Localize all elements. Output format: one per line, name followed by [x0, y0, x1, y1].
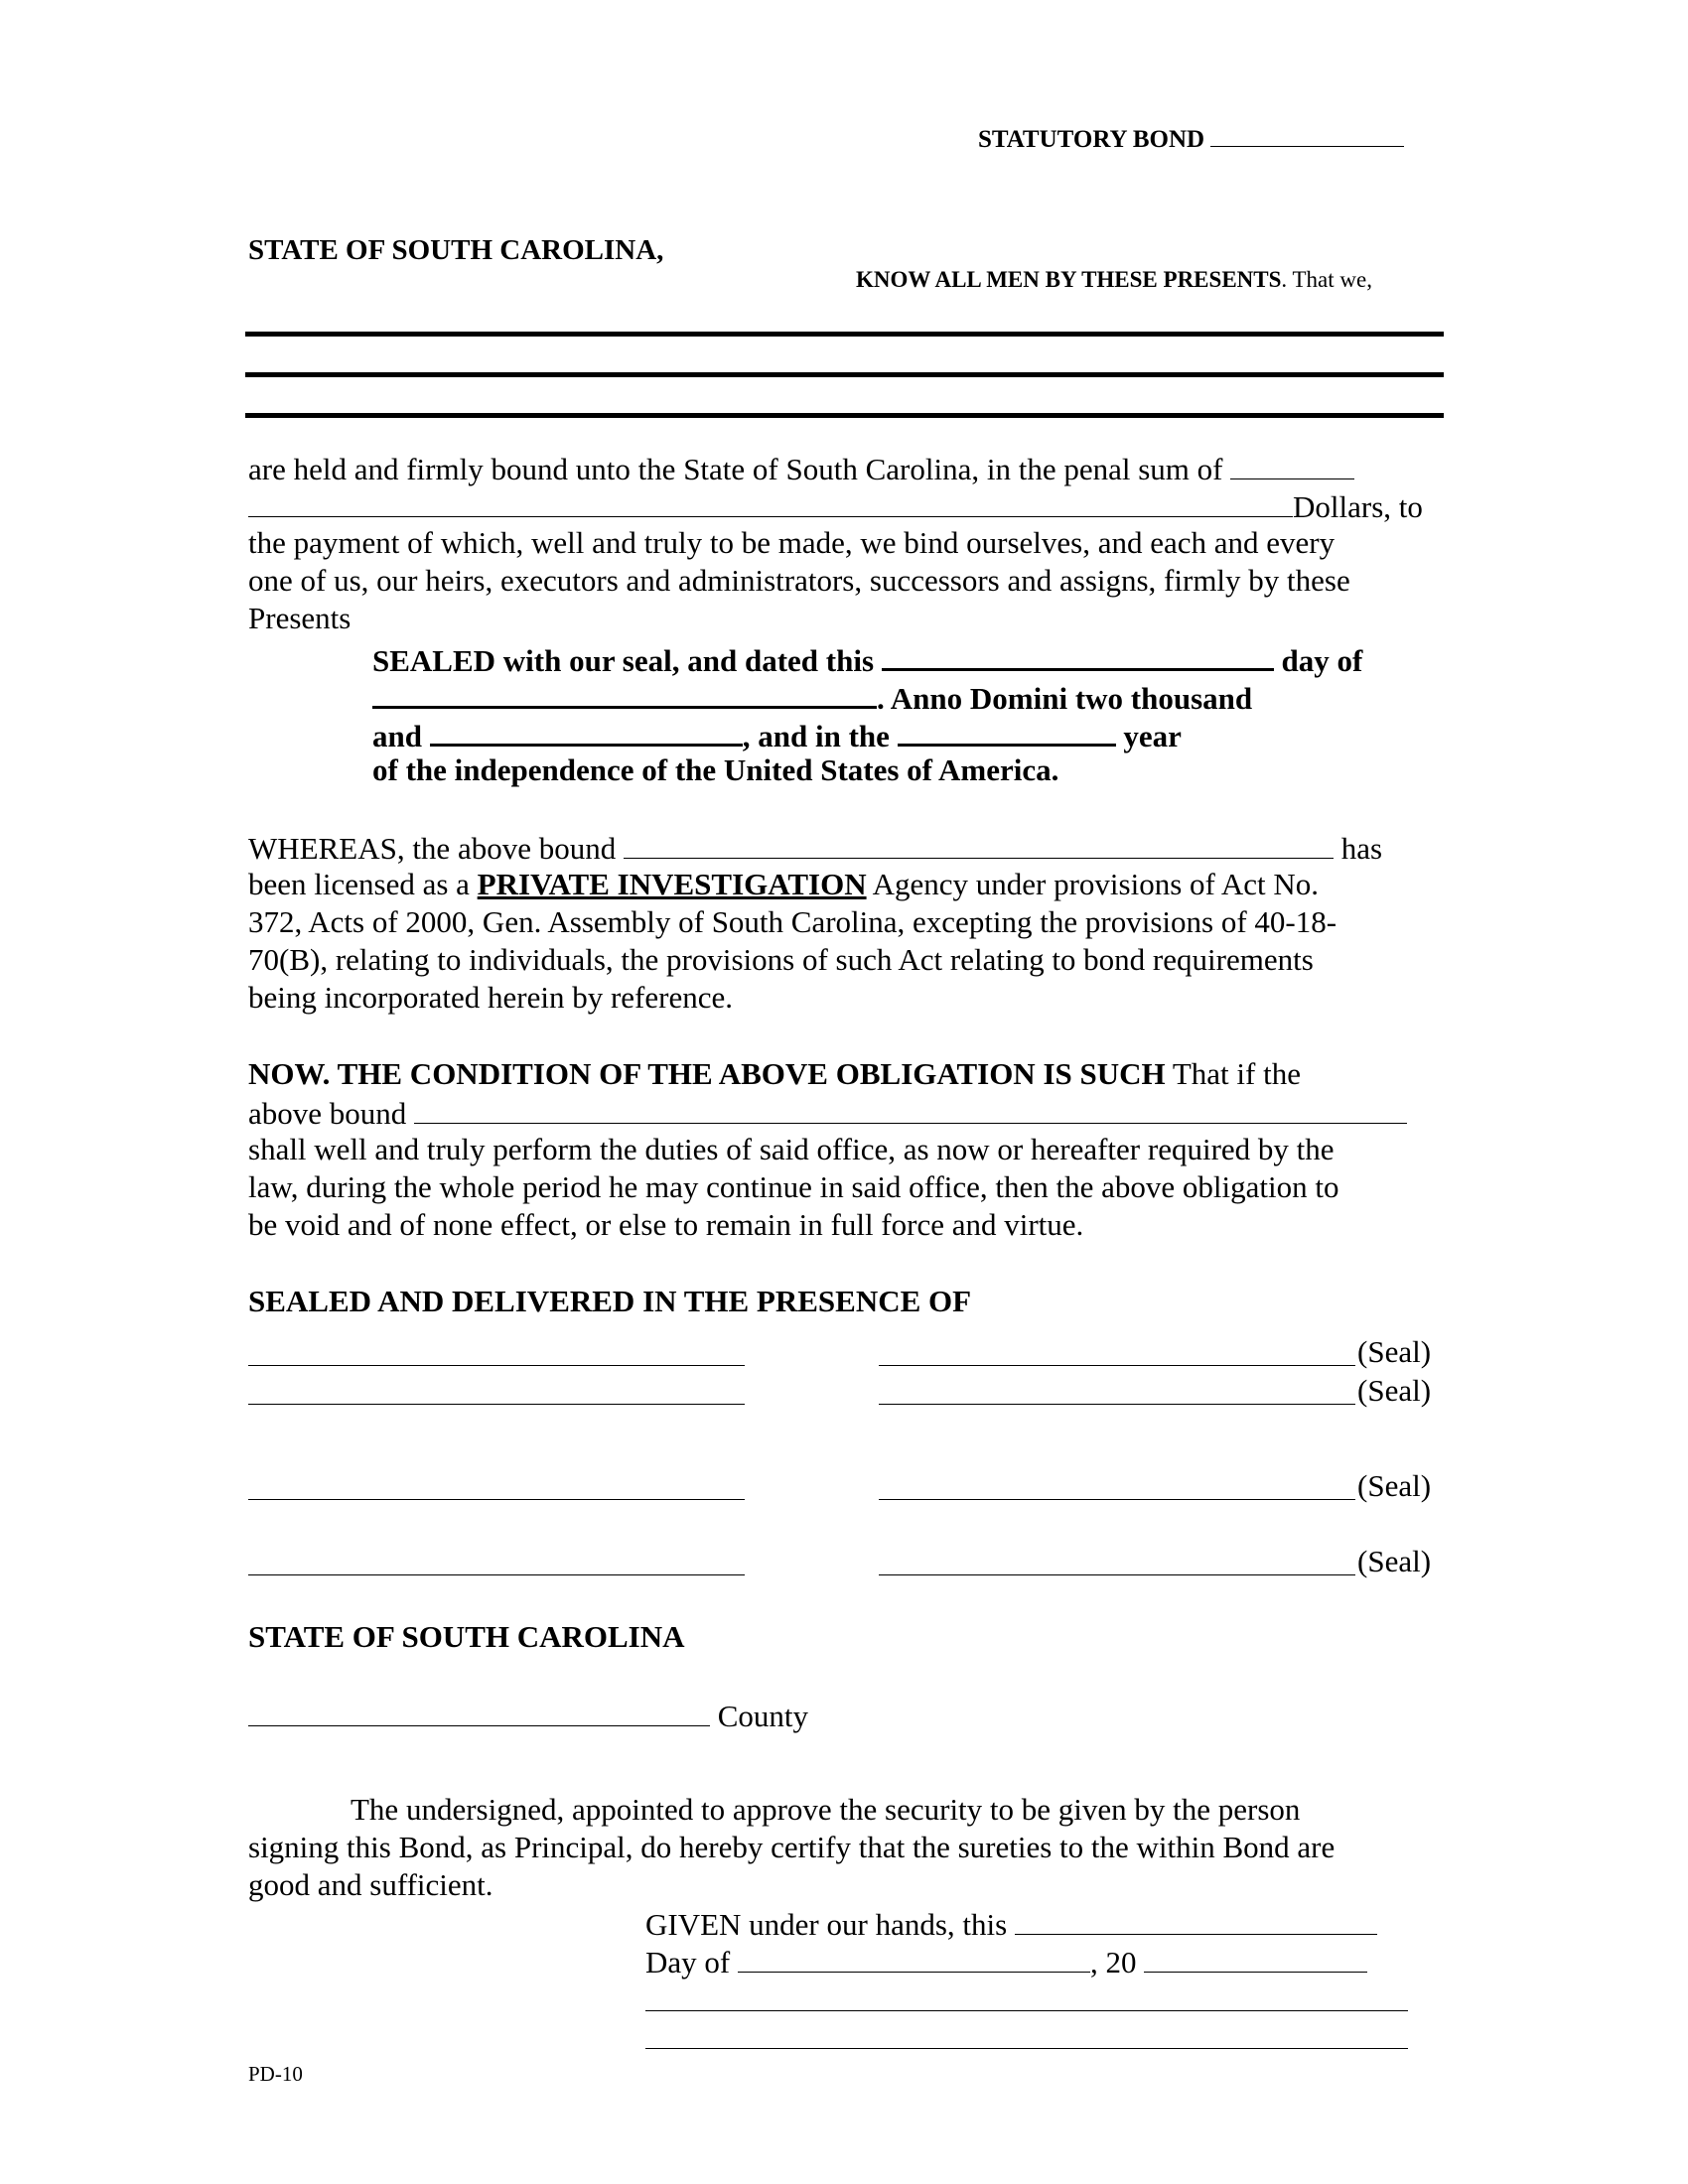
given-day-field[interactable]: [1015, 1904, 1377, 1935]
given-line: GIVEN under our hands, this: [645, 1904, 1377, 1944]
whereas-line-5: being incorporated herein by reference.: [248, 980, 733, 1015]
penal-sum-field[interactable]: [1230, 449, 1354, 479]
whereas-line-3: 372, Acts of 2000, Gen. Assembly of South Carolina, excepting the provisions of 40-18-: [248, 904, 1337, 939]
form-id: PD-10: [248, 2062, 303, 2086]
seal-label-2: (Seal): [1357, 1373, 1432, 1408]
seal-label-4: (Seal): [1357, 1544, 1432, 1578]
approver-line-2[interactable]: [645, 2048, 1408, 2049]
principal-line-2[interactable]: [245, 372, 1444, 377]
penal-line-1: are held and firmly bound unto the State of South Carolina, in the penal sum of: [248, 449, 1354, 488]
cert-state-heading: STATE OF SOUTH CAROLINA: [248, 1619, 685, 1654]
cert-line-1: The undersigned, appointed to approve the security to be given by the person: [351, 1792, 1301, 1827]
cert-line-2: signing this Bond, as Principal, do hereby certify that the sureties to the within Bond are: [248, 1830, 1336, 1864]
sealed-line-4: of the independence of the United States of America.: [372, 752, 1059, 787]
condition-line-3: shall well and truly perform the duties of said office, as now or hereafter required by the: [248, 1132, 1335, 1166]
day-of-line: Day of , 20: [645, 1942, 1367, 1981]
sealed-line-3: and , and in the year: [372, 714, 1182, 755]
penal-line-2: Dollars, to: [248, 486, 1423, 526]
above-bound-field[interactable]: [414, 1093, 1407, 1124]
agency-type: PRIVATE INVESTIGATION: [477, 867, 867, 901]
county-field[interactable]: [248, 1696, 710, 1726]
penal-line-5: Presents: [248, 601, 352, 635]
whereas-line-4: 70(B), relating to individuals, the provisions of such Act relating to bond requirements: [248, 942, 1314, 977]
seal-label-1: (Seal): [1357, 1334, 1432, 1369]
dated-month-field[interactable]: [372, 676, 877, 709]
witness-heading: SEALED AND DELIVERED IN THE PRESENCE OF: [248, 1284, 972, 1318]
cert-line-3: good and sufficient.: [248, 1867, 493, 1902]
condition-line-2: above bound: [248, 1093, 1407, 1133]
principal-line-3[interactable]: [245, 413, 1444, 418]
witness-line-1[interactable]: [248, 1365, 745, 1366]
bond-title: STATUTORY BOND: [978, 121, 1404, 159]
dated-year-field[interactable]: [430, 714, 743, 747]
witness-line-2[interactable]: [248, 1404, 745, 1405]
witness-line-4[interactable]: [248, 1574, 745, 1575]
seal-label-3: (Seal): [1357, 1468, 1432, 1503]
witness-line-3[interactable]: [248, 1499, 745, 1500]
sealed-line-2: . Anno Domini two thousand: [372, 676, 1252, 718]
bound-name-field[interactable]: [624, 828, 1334, 859]
dated-day-field[interactable]: [882, 638, 1274, 671]
signer-line-2[interactable]: [879, 1404, 1355, 1405]
know-all-line: KNOW ALL MEN BY THESE PRESENTS. That we,: [856, 267, 1372, 292]
county-line: County: [248, 1696, 808, 1735]
condition-line-5: be void and of none effect, or else to remain in full force and virtue.: [248, 1207, 1084, 1242]
given-month-field[interactable]: [738, 1942, 1090, 1973]
bond-number-field[interactable]: [1210, 124, 1404, 147]
condition-line-1: NOW. THE CONDITION OF THE ABOVE OBLIGATION IS SUCH That if the: [248, 1056, 1301, 1091]
given-year-field[interactable]: [1144, 1942, 1367, 1973]
whereas-line-2: been licensed as a PRIVATE INVESTIGATION Agency under provisions of Act No.: [248, 867, 1320, 901]
penal-line-4: one of us, our heirs, executors and administrators, successors and assigns, firmly by these: [248, 563, 1350, 598]
whereas-line-1: WHEREAS, the above bound has: [248, 828, 1382, 868]
dollars-words-field[interactable]: [248, 486, 1293, 517]
state-heading: STATE OF SOUTH CAROLINA,: [248, 234, 664, 266]
penal-line-3: the payment of which, well and truly to be made, we bind ourselves, and each and every: [248, 525, 1336, 560]
signer-line-4[interactable]: [879, 1574, 1355, 1575]
signer-line-3[interactable]: [879, 1499, 1355, 1500]
independence-year-field[interactable]: [898, 714, 1116, 747]
principal-line-1[interactable]: [245, 332, 1444, 337]
approver-line-1[interactable]: [645, 2010, 1408, 2011]
condition-line-4: law, during the whole period he may continue in said office, then the above obligation to: [248, 1169, 1339, 1204]
sealed-line-1: SEALED with our seal, and dated this day of: [372, 638, 1362, 680]
signer-line-1[interactable]: [879, 1365, 1355, 1366]
